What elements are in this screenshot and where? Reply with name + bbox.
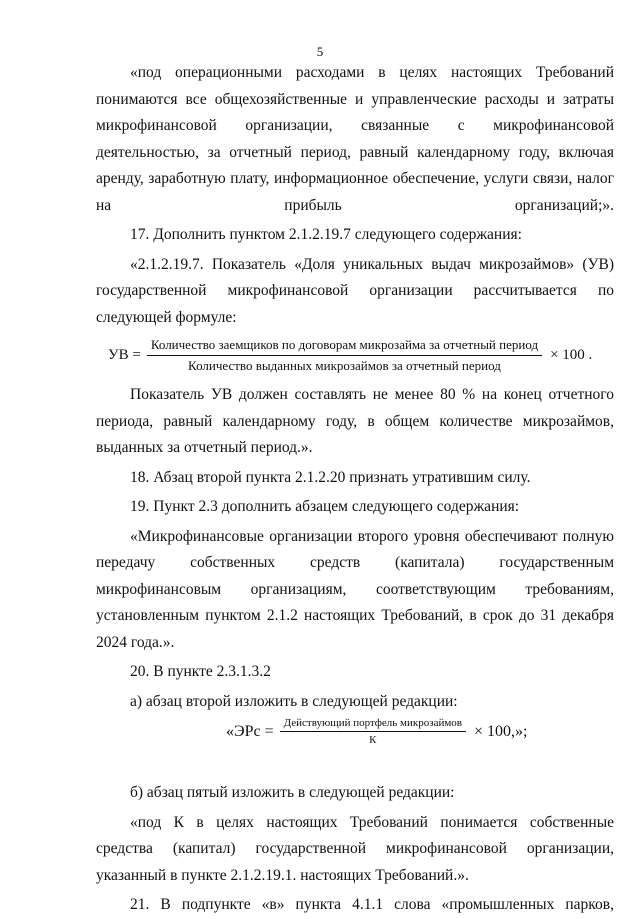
formula-uv-lhs: УВ =	[108, 347, 141, 363]
page-number: 5	[316, 44, 324, 59]
paragraph-item-20: 20. В пункте 2.3.1.3.2	[130, 663, 271, 680]
paragraph-uv-threshold: Показатель УВ должен составлять не менее 80 % на конец отчетного периода, равный календарному году, в общем количестве микрозаймов, выданных за отчетный период.».	[96, 386, 614, 456]
formula-erc-lhs: «ЭРс =	[226, 722, 274, 740]
formula-uv-fraction	[147, 337, 542, 374]
formula-uv-numerator: Количество заемщиков по договорам микрозайма за отчетный период	[147, 337, 542, 356]
paragraph-k-definition: «под К в целях настоящих Требований понимается собственные средства (капитал) государственной микрофинансовой организации, указанный в пункте 2.1.2.19.1. настоящих Требований.».	[96, 813, 614, 884]
paragraph-uv-definition: «2.1.2.19.7. Показатель «Доля уникальных выдач микрозаймов» (УВ) государственной микрофинансовой организации рассчитывается по следующей формуле:	[96, 255, 614, 326]
formula-erc	[226, 717, 614, 746]
paragraph-operating-expenses: «под операционными расходами в целях настоящих Требований понимаются все общехозяйственные и управленческие расходы и затраты микрофинансовой организации, связанные с микрофинансовой деятельностью, за отчетный период, равный календарному году, включая аренду, заработную плату, информационное обеспечение, услуги связи, налог на прибыль организаций;».	[96, 64, 614, 214]
paragraph-item-19: 19. Пункт 2.3 дополнить абзацем следующего содержания:	[130, 498, 520, 515]
document-body	[96, 60, 614, 919]
formula-erc-fraction	[280, 717, 466, 746]
paragraph-item-20-a: а) абзац второй изложить в следующей редакции:	[130, 692, 458, 710]
paragraph-item-21: 21. В подпункте «в» пункта 4.1.1 слова «промышленных парков,	[130, 896, 614, 913]
paragraph-item-20-b: б) абзац пятый изложить в следующей редакции:	[130, 784, 455, 801]
paragraph-second-level-mfo: «Микрофинансовые организации второго уровня обеспечивают полную передачу собственных средств (капитала) государственным микрофинансовым организациям, соответствующим требованиям, установленным пунктом 2.1.2 настоящих Требований, в срок до 31 декабря 2024 года.».	[96, 527, 614, 651]
paragraph-item-18: 18. Абзац второй пункта 2.1.2.20 признать утратившим силу.	[130, 468, 531, 486]
formula-uv-rhs: × 100 .	[550, 347, 593, 363]
formula-uv	[108, 337, 614, 374]
paragraph-item-17: 17. Дополнить пунктом 2.1.2.19.7 следующего содержания:	[130, 226, 522, 243]
formula-erc-numerator: Действующий портфель микрозаймов	[280, 717, 466, 732]
formula-erc-denominator: К	[369, 734, 377, 746]
formula-uv-denominator: Количество выданных микрозаймов за отчетный период	[188, 358, 501, 373]
formula-erc-rhs: × 100,»;	[474, 722, 528, 740]
